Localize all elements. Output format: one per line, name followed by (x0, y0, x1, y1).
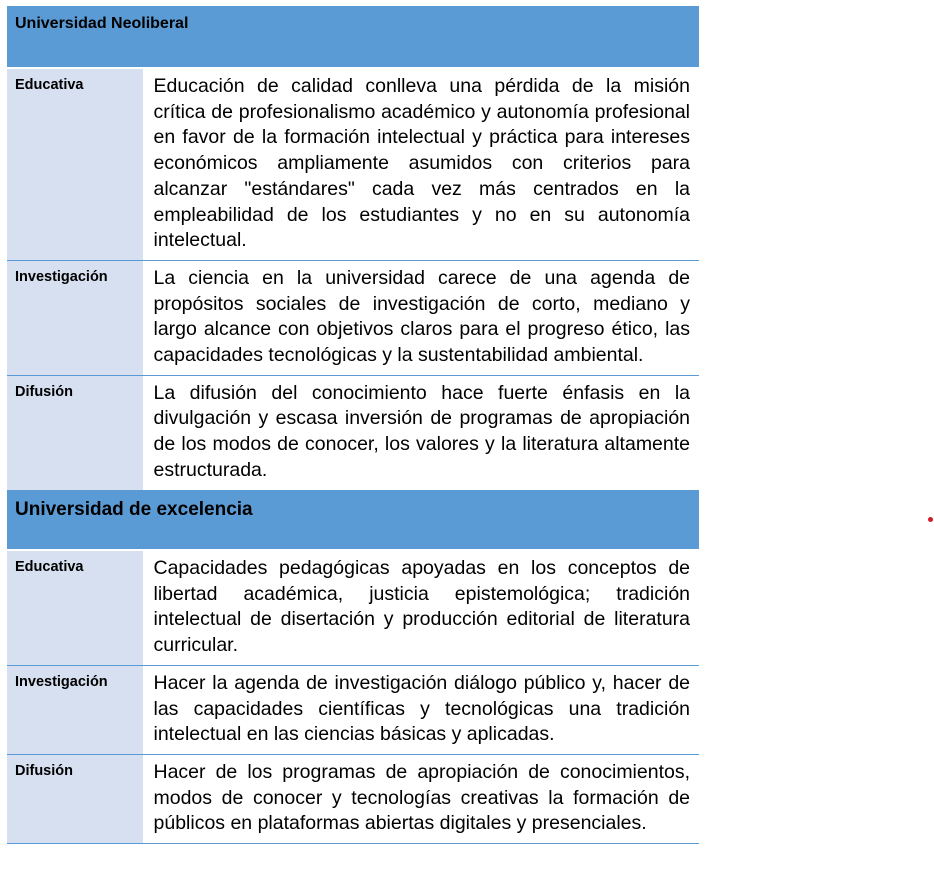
row-label: Educativa (15, 559, 84, 576)
row-label: Investigación (15, 268, 108, 285)
row-label: Difusión (15, 383, 73, 400)
row-text: Hacer la agenda de investigación diálogo público y, hacer de las capacidades científicas y tecnológicas una tradición intelectual en las ciencias básicas y aplicadas. (153, 671, 691, 746)
section-header-neoliberal (7, 6, 699, 68)
table-row-educativa (7, 68, 699, 260)
table-row-difusion (7, 754, 699, 843)
table-row-educativa (7, 550, 699, 665)
row-text: Capacidades pedagógicas apoyadas en los conceptos de libertad académica, justicia epistemológica; tradición intelectual de disertación y producción editorial de literatura curricular. (153, 557, 691, 657)
row-label: Difusión (15, 762, 73, 779)
comparison-table (7, 6, 699, 844)
table-row-investigacion (7, 260, 699, 375)
row-text: Hacer de los programas de apropiación de conocimientos, modos de conocer y tecnologías creativas la formación de públicos en plataformas abiertas digitales y presenciales. (153, 760, 691, 835)
red-dot-mark (928, 517, 933, 522)
section-header-excelencia (7, 490, 699, 550)
row-text: La difusión del conocimiento hace fuerte énfasis en la divulgación y escasa inversión de programas de apropiación de los modos de conocer, los valores y la literatura altamente estructurada. (153, 381, 691, 481)
section-title: Universidad de excelencia (15, 498, 253, 520)
row-text: La ciencia en la universidad carece de una agenda de propósitos sociales de investigación de corto, mediano y largo alcance con objetivos claros para el progreso ético, las capacidades tecnológicas y la sustentabilidad ambiental. (153, 266, 691, 367)
row-label: Educativa (15, 77, 84, 93)
section-title: Universidad Neoliberal (15, 15, 189, 32)
table-row-difusion (7, 375, 699, 490)
table-row-investigacion (7, 665, 699, 754)
row-label: Investigación (15, 673, 108, 690)
row-text: Educación de calidad conlleva una pérdida de la misión crítica de profesionalismo académico y autonomía profesional en favor de la formación intelectual y práctica para intereses económicos ampliamente asumidos con criterios para alcanzar "estándares" cada vez más centrados en la empleabilidad de los estudiantes y no en su autonomía intelectual. (153, 75, 691, 252)
